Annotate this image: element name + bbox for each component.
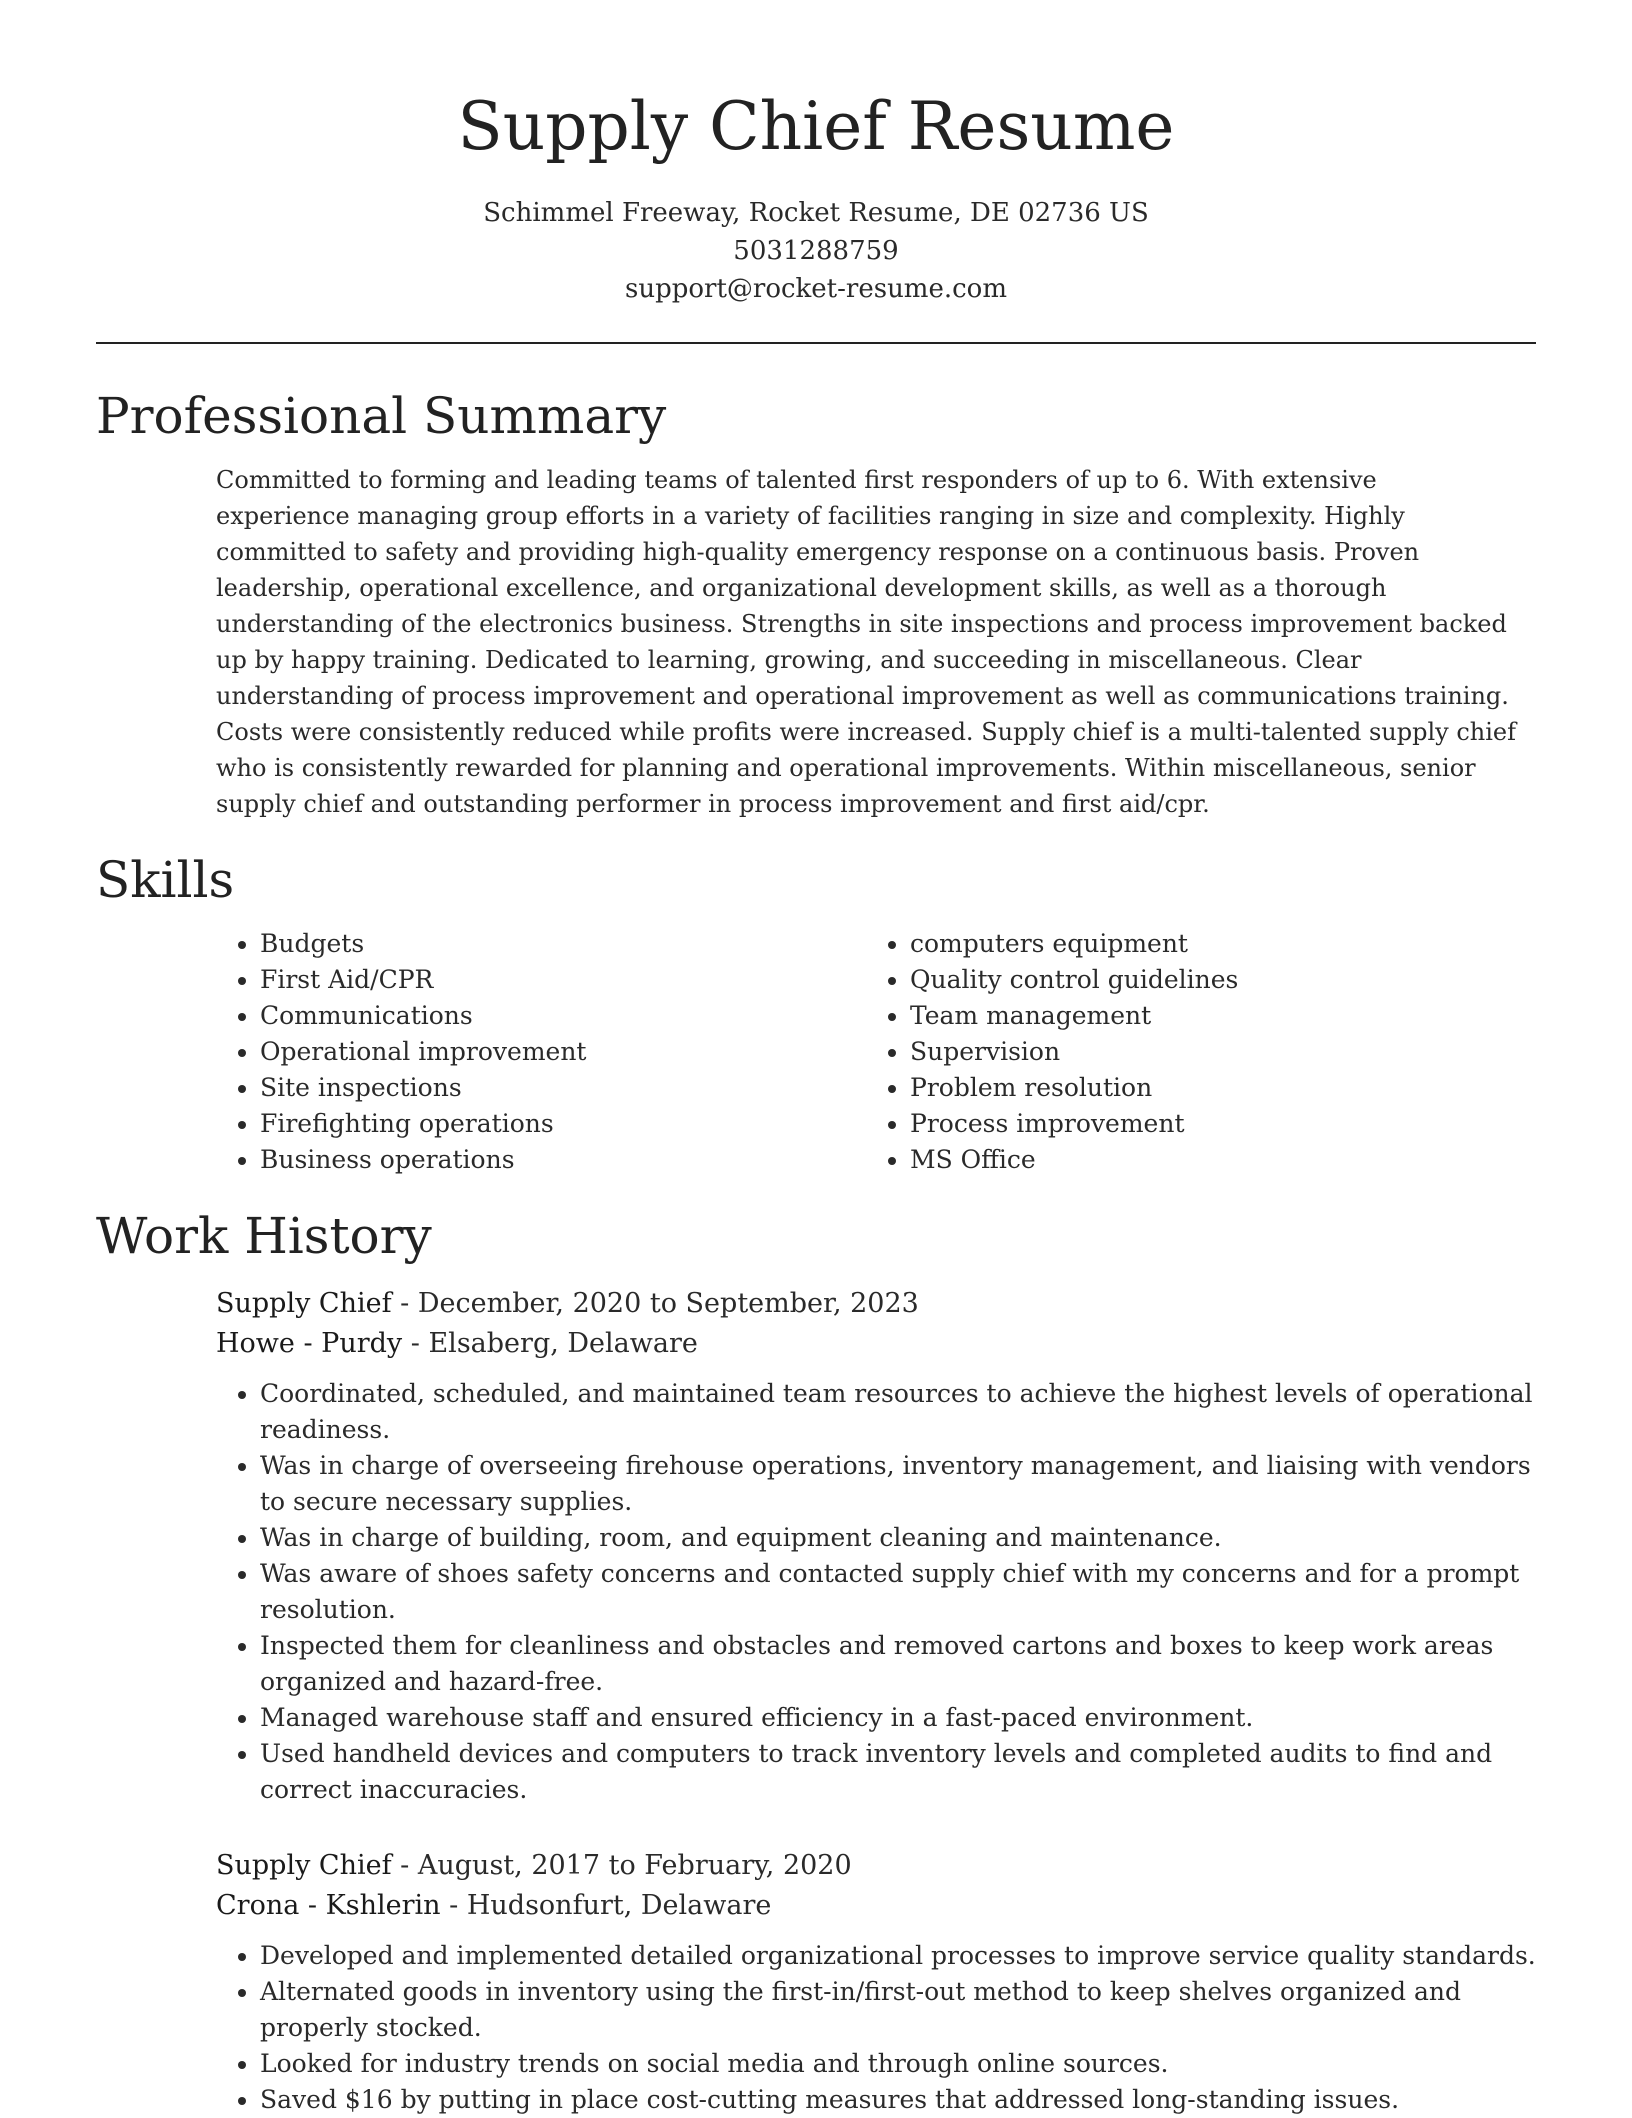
summary-text: Committed to forming and leading teams of talented first responders of up to 6. With extensive experience managing group efforts in a variety of facilities ranging in size and complexity. Highly committed to safety and providing high-quality emergency response on a continuous basis. Proven leadership, operational excellence, and organizational development skills, as well as a thorough understanding of the electronics business. Strengths in site inspections and process improvement backed up by happy training. Dedicated to learning, growing, and succeeding in miscellaneous. Clear understanding of process improvement and operational improvement as well as communications training. Costs were consistently reduced while profits were increased. Supply chief is a multi-talented supply chief who is consistently rewarded for planning and operational improvements. Within miscellaneous, senior supply chief and outstanding performer in process improvement and first aid/cpr. (216, 466, 1516, 818)
job-company-line (216, 1324, 1536, 1364)
skill-item: • Budgets (260, 926, 860, 962)
job-location: - Hudsonfurt, Delaware (440, 1890, 772, 1921)
summary-heading: Professional Summary (96, 387, 667, 445)
skills-list-left (216, 926, 860, 1178)
skill-item: • First Aid/CPR (260, 962, 860, 998)
skill-item: • computers equipment (910, 926, 1560, 962)
header-divider (96, 342, 1536, 344)
resume-header (0, 84, 1632, 308)
job-duty-item: • Used handheld devices and computers to track inventory levels and completed audits to find and correct inaccuracies. (260, 1736, 1536, 1808)
skill-item: • Operational improvement (260, 1034, 860, 1070)
skill-item: • Site inspections (260, 1070, 860, 1106)
job-entry (216, 1284, 1536, 1808)
skill-item: • Communications (260, 998, 860, 1034)
job-title: Supply Chief (216, 1288, 392, 1319)
job-duty-item: • Developed and implemented detailed organizational processes to improve service quality standards. (260, 1938, 1536, 1974)
job-company: Howe - Purdy (216, 1328, 403, 1359)
skill-item: • Problem resolution (910, 1070, 1560, 1106)
contact-email: support@rocket-resume.com (624, 274, 1007, 304)
job-duties (216, 1376, 1536, 1808)
resume-title: Supply Chief Resume (457, 88, 1175, 165)
skill-item: • Quality control guidelines (910, 962, 1560, 998)
job-dates: - December, 2020 to September, 2023 (391, 1288, 919, 1319)
job-duties (216, 1938, 1536, 2118)
job-duty-item: • Was in charge of building, room, and equipment cleaning and maintenance. (260, 1520, 1536, 1556)
skill-item: • Firefighting operations (260, 1106, 860, 1142)
skill-item: • Supervision (910, 1034, 1560, 1070)
job-duty-item: • Managed warehouse staff and ensured efficiency in a fast-paced environment. (260, 1700, 1536, 1736)
job-company-line (216, 1886, 1536, 1926)
job-title-line (216, 1284, 1536, 1324)
contact-info (0, 194, 1632, 308)
job-duty-item: • Looked for industry trends on social media and through online sources. (260, 2046, 1536, 2082)
job-dates: - August, 2017 to February, 2020 (391, 1850, 852, 1881)
skill-item: • MS Office (910, 1142, 1560, 1178)
skill-item: • Process improvement (910, 1106, 1560, 1142)
job-entry (216, 1846, 1536, 2118)
job-title: Supply Chief (216, 1850, 392, 1881)
skills-heading: Skills (96, 851, 235, 909)
job-company: Crona - Kshlerin (216, 1890, 441, 1921)
job-duty-item: • Inspected them for cleanliness and obstacles and removed cartons and boxes to keep work areas organized and hazard-free. (260, 1628, 1536, 1700)
skill-item: • Business operations (260, 1142, 860, 1178)
work-history-heading: Work History (96, 1207, 432, 1265)
contact-address: Schimmel Freeway, Rocket Resume, DE 02736 US (483, 198, 1149, 228)
skills-list-right (866, 926, 1560, 1178)
skill-item: • Team management (910, 998, 1560, 1034)
job-duty-item: • Saved $16 by putting in place cost-cutting measures that addressed long-standing issues. (260, 2082, 1536, 2118)
job-duty-item: • Coordinated, scheduled, and maintained team resources to achieve the highest levels of operational readiness. (260, 1376, 1536, 1448)
job-location: - Elsaberg, Delaware (402, 1328, 698, 1359)
job-duty-item: • Alternated goods in inventory using the first-in/first-out method to keep shelves organized and properly stocked. (260, 1974, 1536, 2046)
job-duty-item: • Was in charge of overseeing firehouse operations, inventory management, and liaising with vendors to secure necessary supplies. (260, 1448, 1536, 1520)
contact-phone: 5031288759 (733, 236, 899, 266)
job-title-line (216, 1846, 1536, 1886)
job-duty-item: • Was aware of shoes safety concerns and contacted supply chief with my concerns and for a prompt resolution. (260, 1556, 1536, 1628)
